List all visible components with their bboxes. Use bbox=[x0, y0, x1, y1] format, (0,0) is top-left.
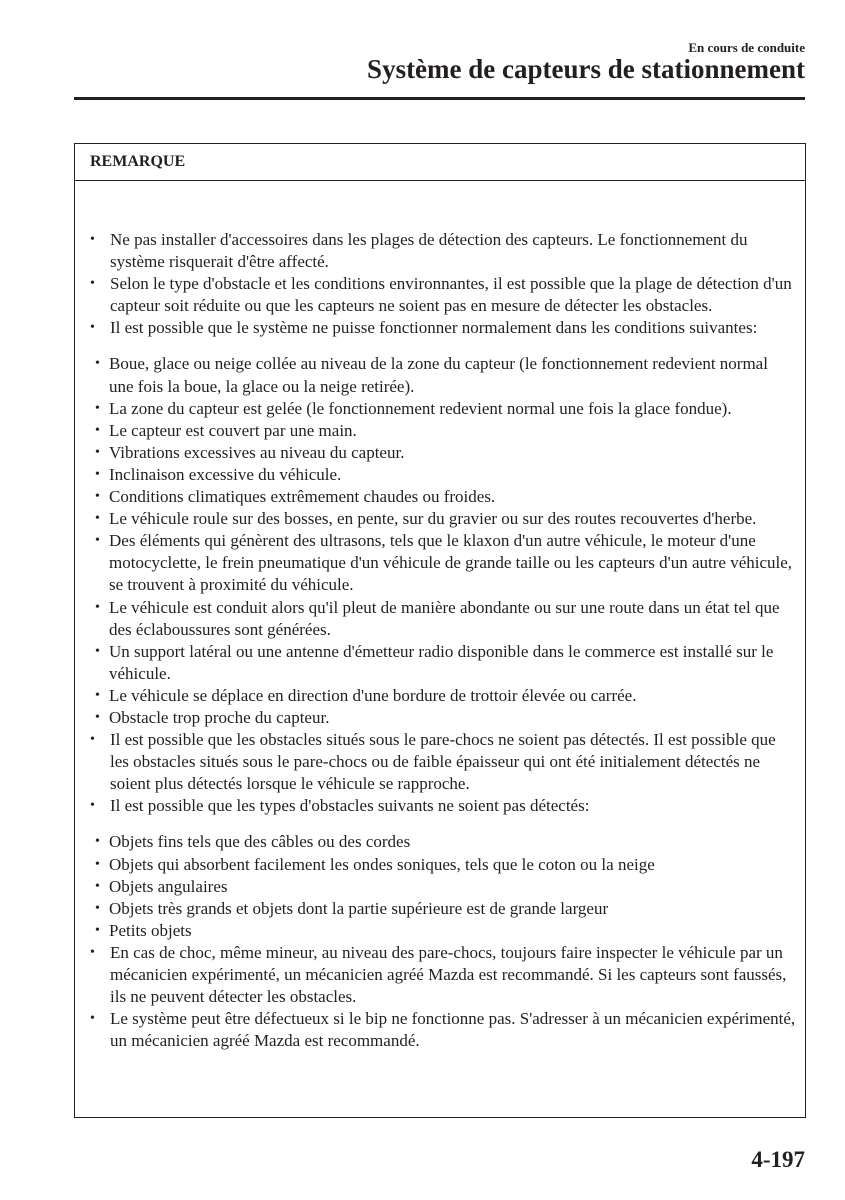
sub-list-item: • Inclinaison excessive du véhicule. bbox=[92, 464, 797, 486]
sub-list bbox=[92, 831, 797, 941]
sub-list-item: • Le véhicule se déplace en direction d'une bordure de trottoir élevée ou carrée. bbox=[92, 685, 797, 707]
list-item bbox=[75, 729, 805, 795]
list-item-text: Selon le type d'obstacle et les conditions environnantes, il est possible que la plage de détection d'un capteur soit réduite ou que les capteurs ne soient pas en mesure de détecter les obstacles. bbox=[110, 274, 792, 316]
list-item bbox=[75, 273, 805, 317]
list-item bbox=[75, 229, 805, 273]
list-item bbox=[75, 1008, 805, 1052]
list-item bbox=[75, 317, 805, 729]
list-item-text: Il est possible que les types d'obstacles suivants ne soient pas détectés: bbox=[110, 796, 590, 816]
list-item bbox=[75, 942, 805, 1008]
sub-list-item: • Objets qui absorbent facilement les ondes soniques, tels que le coton ou la neige bbox=[92, 854, 797, 876]
header-divider bbox=[74, 97, 805, 100]
sub-list-item: • Petits objets bbox=[92, 920, 797, 942]
sub-list-item: • Conditions climatiques extrêmement chaudes ou froides. bbox=[92, 486, 797, 508]
page-number: 4-197 bbox=[751, 1147, 805, 1172]
list-item-text: Ne pas installer d'accessoires dans les plages de détection des capteurs. Le fonctionnement du système risquerait d'être affecté. bbox=[110, 230, 748, 272]
sub-list-item: • Obstacle trop proche du capteur. bbox=[92, 707, 797, 729]
list-item-text: Il est possible que le système ne puisse fonctionner normalement dans les conditions suivantes: bbox=[110, 318, 758, 338]
sub-list bbox=[92, 353, 797, 729]
sub-list-item: • Le véhicule roule sur des bosses, en pente, sur du gravier ou sur des routes recouvertes d'herbe. bbox=[92, 508, 797, 530]
sub-list-item: • Objets très grands et objets dont la partie supérieure est de grande largeur bbox=[92, 898, 797, 920]
sub-list-item: • Objets angulaires bbox=[92, 876, 797, 898]
note-body bbox=[75, 181, 805, 1052]
sub-list-item: • Boue, glace ou neige collée au niveau de la zone du capteur (le fonctionnement redevient normal une fois la boue, la glace ou la neige retirée). bbox=[92, 353, 797, 397]
list-item-text: En cas de choc, même mineur, au niveau des pare-chocs, toujours faire inspecter le véhicule par un mécanicien expérimenté, un mécanicien agréé Mazda est recommandé. Si les capteurs sont faussés, ils ne peuvent détecter les obstacles. bbox=[110, 942, 787, 1007]
sub-list-item: • Objets fins tels que des câbles ou des cordes bbox=[92, 831, 797, 853]
sub-list-item: • Vibrations excessives au niveau du capteur. bbox=[92, 442, 797, 464]
sub-list-item: • Le véhicule est conduit alors qu'il pleut de manière abondante ou sur une route dans un état tel que des éclaboussures sont générées. bbox=[92, 597, 797, 641]
section-label: En cours de conduite bbox=[688, 40, 805, 55]
sub-list-item: • La zone du capteur est gelée (le fonctionnement redevient normal une fois la glace fondue). bbox=[92, 398, 797, 420]
note-heading: REMARQUE bbox=[75, 144, 805, 181]
note-list bbox=[75, 229, 805, 1052]
note-box bbox=[74, 143, 806, 1118]
sub-list-item: • Des éléments qui génèrent des ultrasons, tels que le klaxon d'un autre véhicule, le moteur d'une motocyclette, le frein pneumatique d'un véhicule de grande taille ou les capteurs d'un autre véhicule, se trouvent à proximité du véhicule. bbox=[92, 530, 797, 596]
list-item-text: Le système peut être défectueux si le bip ne fonctionne pas. S'adresser à un mécanicien expérimenté, un mécanicien agréé Mazda est recommandé. bbox=[110, 1009, 796, 1051]
page-title: Système de capteurs de stationnement bbox=[367, 54, 805, 84]
sub-list-item: • Le capteur est couvert par une main. bbox=[92, 420, 797, 442]
list-item bbox=[75, 795, 805, 942]
sub-list-item: • Un support latéral ou une antenne d'émetteur radio disponible dans le commerce est installé sur le véhicule. bbox=[92, 641, 797, 685]
list-item-text: Il est possible que les obstacles situés sous le pare-chocs ne soient pas détectés. Il est possible que les obstacles situés sous le pare-chocs ou de faible épaisseur qui ont été initialement détectés ne soient plus détectés lorsque le véhicule se rapproche. bbox=[110, 730, 776, 794]
